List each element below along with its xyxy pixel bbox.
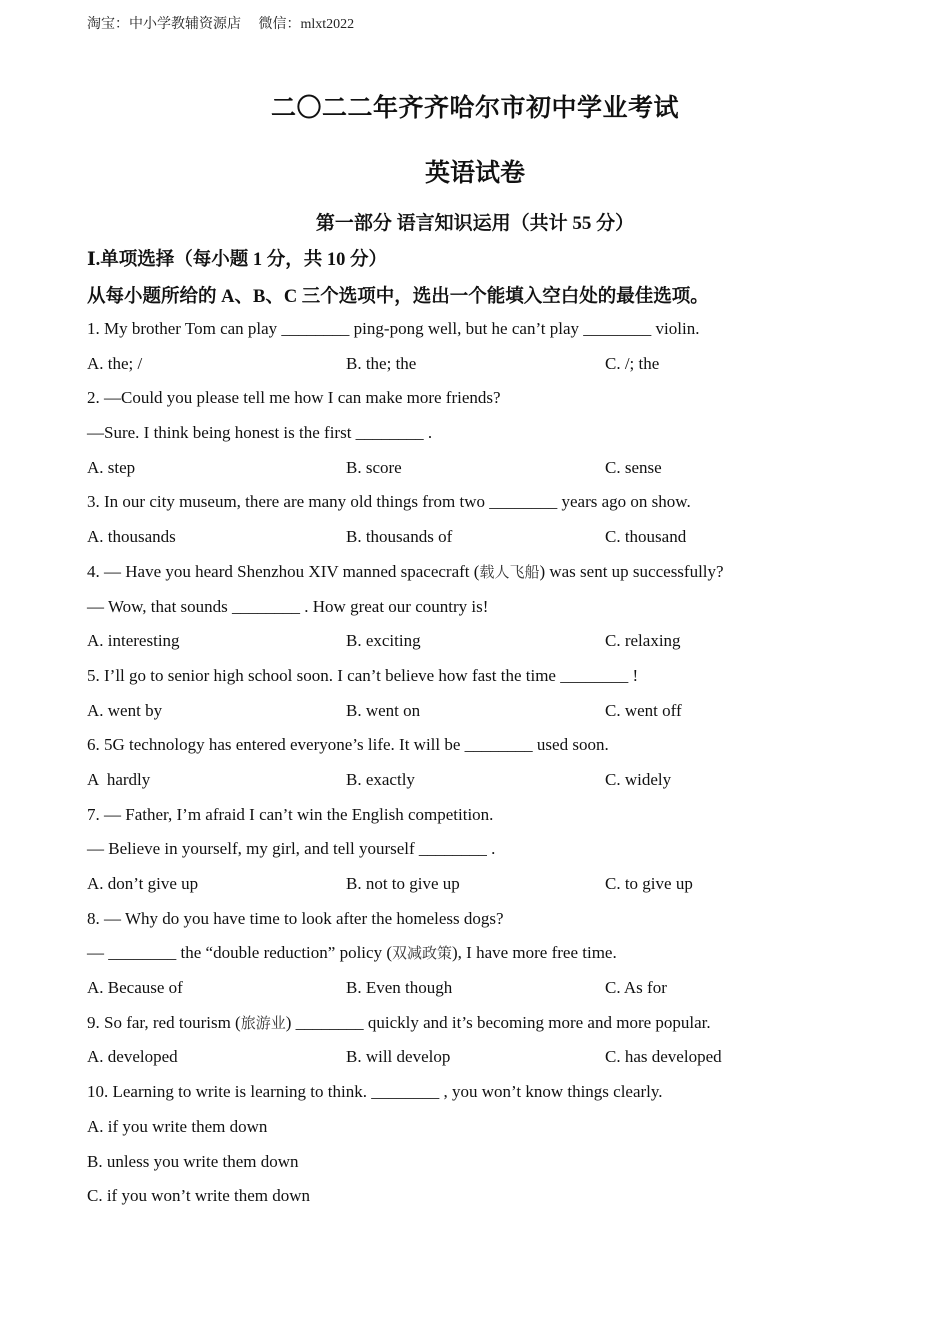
part-heading: 第一部分 语言知识运用（共计 55 分） bbox=[315, 213, 635, 234]
question-1-option-a[interactable]: A. the; / bbox=[87, 353, 143, 373]
question-5-option-c[interactable]: C. went off bbox=[605, 700, 682, 720]
question-5-option-a[interactable]: A. went by bbox=[87, 700, 163, 720]
question-4-option-c[interactable]: C. relaxing bbox=[605, 631, 681, 651]
question-4-options bbox=[87, 630, 887, 665]
question-3-option-c[interactable]: C. thousand bbox=[605, 527, 687, 547]
section-instruction: 从每小题所给的 A、B、C 三个选项中，选出一个能填入空白处的最佳选项。 bbox=[87, 287, 709, 307]
question-9-options bbox=[87, 1046, 887, 1081]
question-7-option-b[interactable]: B. not to give up bbox=[346, 874, 460, 893]
question-9-option-a[interactable]: A. developed bbox=[87, 1047, 178, 1067]
question-3-option-a[interactable]: A. thousands bbox=[87, 527, 176, 547]
question-8-stem: 8. — Why do you have time to look after the homeless dogs? bbox=[87, 908, 504, 928]
question-9-stem-part1: 9. So far, red tourism ( bbox=[87, 1012, 241, 1032]
question-8-options bbox=[87, 977, 887, 1012]
question-6-options bbox=[87, 769, 887, 804]
shop-label: 淘宝：中小学教辅资源店 bbox=[87, 17, 241, 32]
question-7-reply: — Believe in yourself, my girl, and tell yourself ________ . bbox=[87, 839, 496, 859]
question-5-option-b[interactable]: B. went on bbox=[346, 700, 421, 720]
question-10-option-a[interactable]: A. if you write them down bbox=[87, 1116, 268, 1136]
question-2-options bbox=[87, 457, 887, 492]
question-7-option-c[interactable]: C. to give up bbox=[605, 874, 693, 893]
question-8-option-a[interactable]: A. Because of bbox=[87, 978, 183, 998]
question-4-reply: — Wow, that sounds ________ . How great our country is! bbox=[87, 596, 489, 616]
question-1-options bbox=[87, 353, 887, 388]
question-9-stem bbox=[87, 1012, 887, 1047]
question-6-option-c[interactable]: C. widely bbox=[605, 769, 672, 789]
question-10-option-b[interactable]: B. unless you write them down bbox=[87, 1151, 299, 1171]
question-9-stem-part2: ) ________ quickly and it’s becoming more and more popular. bbox=[285, 1012, 711, 1032]
question-2-option-b[interactable]: B. score bbox=[346, 457, 402, 477]
question-10-stem: 10. Learning to write is learning to think. ________ , you won’t know things clearly. bbox=[87, 1082, 663, 1102]
question-7-option-a[interactable]: A. don’t give up bbox=[87, 874, 199, 893]
question-6-stem: 6. 5G technology has entered everyone’s life. It will be ________ used soon. bbox=[87, 735, 609, 755]
question-2-option-a[interactable]: A. step bbox=[87, 457, 136, 477]
question-9-option-b[interactable]: B. will develop bbox=[346, 1047, 451, 1067]
question-list bbox=[87, 318, 887, 1220]
question-9-option-c[interactable]: C. has developed bbox=[605, 1047, 722, 1067]
question-6-option-b[interactable]: B. exactly bbox=[346, 769, 415, 789]
question-3-options bbox=[87, 526, 887, 561]
exam-subject: 英语试卷 bbox=[424, 160, 525, 187]
question-7-options bbox=[87, 873, 887, 908]
question-8-reply bbox=[87, 942, 887, 977]
question-2-reply: —Sure. I think being honest is the first ________ . bbox=[87, 423, 433, 443]
question-5-stem: 5. I’ll go to senior high school soon. I can’t believe how fast the time ________ ! bbox=[87, 665, 639, 685]
question-6-option-a[interactable]: A hardly bbox=[87, 769, 151, 789]
question-4-stem-part1: 4. — Have you heard Shenzhou XIV manned spacecraft ( bbox=[87, 561, 480, 581]
question-1-option-c[interactable]: C. /; the bbox=[605, 353, 660, 373]
question-2-option-c[interactable]: C. sense bbox=[605, 457, 662, 477]
question-4-stem bbox=[87, 561, 887, 596]
question-4-option-b[interactable]: B. exciting bbox=[346, 631, 421, 651]
question-3-option-b[interactable]: B. thousands of bbox=[346, 527, 453, 547]
question-7-stem: 7. — Father, I’m afraid I can’t win the English competition. bbox=[87, 804, 494, 824]
question-8-reply-part1: — ________ the “double reduction” policy ( bbox=[87, 943, 392, 963]
question-8-gloss: 双减政策 bbox=[391, 944, 452, 963]
question-5-options bbox=[87, 700, 887, 735]
question-8-option-b[interactable]: B. Even though bbox=[346, 978, 453, 998]
question-1-option-b[interactable]: B. the; the bbox=[346, 353, 417, 373]
question-8-reply-part2: ), I have more free time. bbox=[452, 943, 617, 963]
question-9-gloss: 旅游业 bbox=[240, 1013, 286, 1032]
question-2-stem: 2. —Could you please tell me how I can make more friends? bbox=[87, 388, 501, 408]
question-3-stem: 3. In our city museum, there are many old things from two ________ years ago on show. bbox=[87, 492, 691, 512]
exam-title: 二〇二二年齐齐哈尔市初中学业考试 bbox=[270, 95, 679, 122]
question-1-stem: 1. My brother Tom can play ________ ping-pong well, but he can’t play ________ violin. bbox=[87, 319, 700, 338]
wechat-label: 微信：mlxt2022 bbox=[258, 17, 355, 32]
question-8-option-c[interactable]: C. As for bbox=[605, 978, 667, 998]
header-note bbox=[87, 13, 354, 33]
question-4-option-a[interactable]: A. interesting bbox=[87, 631, 180, 651]
question-4-stem-part2: ) was sent up successfully? bbox=[539, 561, 724, 581]
question-10-option-c[interactable]: C. if you won’t write them down bbox=[87, 1186, 311, 1206]
question-4-gloss: 载人飞船 bbox=[479, 562, 540, 581]
section-heading: Ⅰ.单项选择（每小题 1 分，共 10 分） bbox=[87, 250, 388, 270]
